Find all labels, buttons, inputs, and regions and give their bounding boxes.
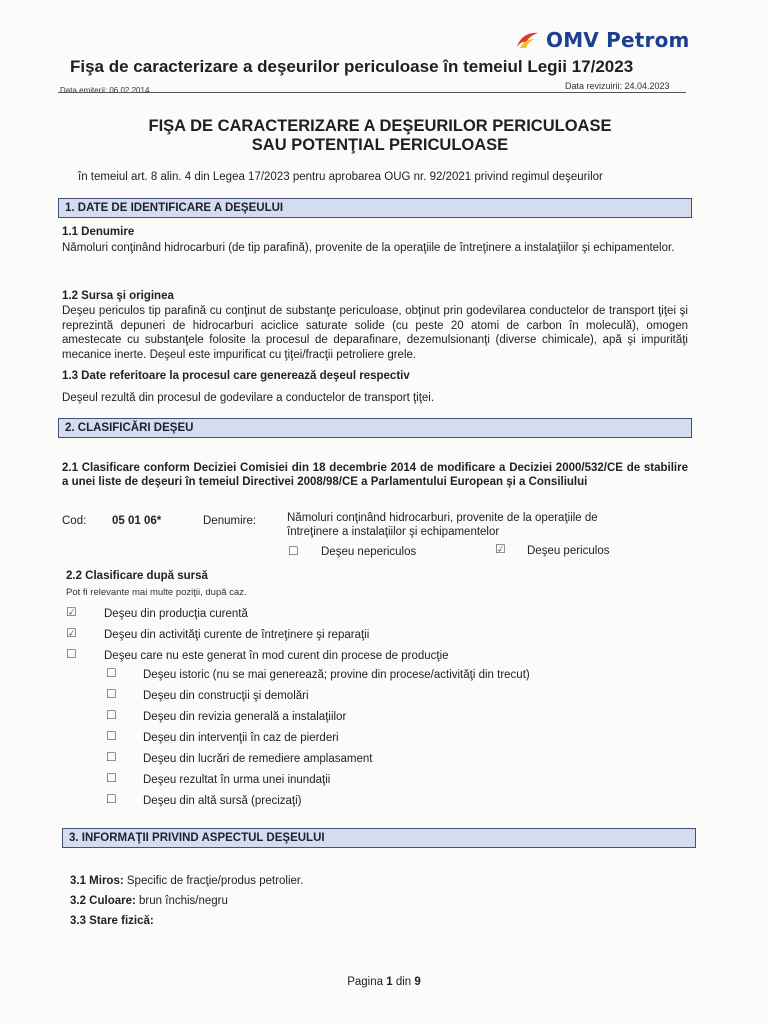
heading-1-2: 1.2 Sursa şi originea: [62, 290, 174, 302]
culoare-value: brun închis/negru: [139, 895, 228, 907]
main-title: [90, 117, 670, 155]
sub-source-label-1: Deşeu istoric (nu se mai generează; provine din procese/activităţi din trecut): [143, 669, 530, 681]
header-divider: [58, 92, 686, 93]
main-title-line2: SAU POTENŢIAL PERICULOASE: [251, 136, 509, 154]
checkbox-sub-6[interactable]: ☐: [106, 771, 117, 785]
checkbox-periculos[interactable]: ☑: [495, 542, 506, 556]
heading-2-2: 2.2 Clasificare după sursă: [66, 570, 208, 582]
code-label: Cod:: [62, 515, 87, 527]
section-1-header: 1. DATE DE IDENTIFICARE A DEŞEULUI: [58, 198, 692, 218]
code-value: 05 01 06*: [112, 515, 162, 527]
page-indicator: [0, 976, 768, 988]
miros-label: 3.1 Miros:: [70, 875, 124, 887]
main-title-line1: FIŞA DE CARACTERIZARE A DEŞEURILOR PERICULOASE: [148, 117, 612, 135]
page-current: 1: [386, 976, 393, 988]
checkbox-sub-7[interactable]: ☐: [106, 792, 117, 806]
checkbox-source-3[interactable]: ☐: [66, 647, 77, 661]
revision-date: Data revizuirii: 24.04.2023: [565, 81, 670, 91]
culoare-row: [70, 894, 228, 909]
page-of: din: [395, 976, 412, 988]
petrom-flame-icon: [514, 29, 540, 51]
denumire-value: Nămoluri conţinând hidrocarburi, provenite de la operaţiile de întreţinere a instalaţiilor şi echipamentelor: [287, 512, 598, 538]
legal-basis-subtitle: în temeiul art. 8 alin. 4 din Legea 17/2023 pentru aprobarea OUG nr. 92/2021 privind regimul deşeurilor: [78, 171, 603, 183]
section-2-header: 2. CLASIFICĂRI DEŞEU: [58, 418, 692, 438]
checkbox-source-2[interactable]: ☑: [66, 626, 77, 640]
sub-source-label-4: Deşeu din intervenţii în caz de pierderi: [143, 732, 339, 744]
source-label-2: Deşeu din activităţi curente de întreţinere şi reparaţii: [104, 629, 370, 641]
miros-value: Specific de fracţie/produs petrolier.: [126, 875, 304, 887]
source-label-3: Deşeu care nu este generat în mod curent din procese de producţie: [104, 650, 449, 662]
sub-source-label-6: Deşeu rezultat în urma unei inundaţii: [143, 774, 331, 786]
logo-text: OMV Petrom: [546, 28, 690, 52]
section-3-header: 3. INFORMAŢII PRIVIND ASPECTUL DEŞEULUI: [62, 828, 696, 848]
heading-2-1: 2.1 Clasificare conform Deciziei Comisiei din 18 decembrie 2014 de modificare a Deciziei 2000/532/CE de stabilire a unei liste de deşeuri în temeiul Directivei 2008/98/CE a Parlamentului European şi a Consiliului: [62, 462, 688, 488]
checkbox-sub-2[interactable]: ☐: [106, 687, 117, 701]
checkbox-source-1[interactable]: ☑: [66, 605, 77, 619]
checkbox-sub-5[interactable]: ☐: [106, 750, 117, 764]
page-prefix: Pagina: [347, 976, 384, 988]
sub-source-label-3: Deşeu din revizia generală a instalaţiilor: [143, 711, 347, 723]
paragraph-1-3: Deşeul rezultă din procesul de godevilare a conductelor de transport ţiţei.: [62, 392, 435, 404]
sub-source-label-2: Deşeu din construcţii şi demolări: [143, 690, 309, 702]
label-periculos: Deşeu periculos: [527, 545, 610, 557]
note-2-2: Pot fi relevante mai multe poziţii, după caz.: [66, 587, 247, 598]
checkbox-sub-1[interactable]: ☐: [106, 666, 117, 680]
paragraph-1-1: Nămoluri conţinând hidrocarburi (de tip parafină), provenite de la operaţiile de întreţinere a instalaţiilor şi echipamentelor.: [62, 242, 675, 254]
culoare-label: 3.2 Culoare:: [70, 895, 136, 907]
source-label-1: Deşeu din producţia curentă: [104, 608, 248, 620]
checkbox-nepericulos[interactable]: ☐: [288, 544, 299, 558]
omv-petrom-logo: [514, 28, 690, 52]
checkbox-sub-3[interactable]: ☐: [106, 708, 117, 722]
heading-1-3: 1.3 Date referitoare la procesul care generează deşeul respectiv: [62, 370, 410, 382]
sub-source-label-5: Deşeu din lucrări de remediere amplasament: [143, 753, 373, 765]
document-title: Fişa de caracterizare a deşeurilor periculoase în temeiul Legii 17/2023: [70, 57, 634, 76]
sub-source-label-7: Deşeu din altă sursă (precizaţi): [143, 795, 302, 807]
checkbox-sub-4[interactable]: ☐: [106, 729, 117, 743]
label-nepericulos: Deşeu nepericulos: [321, 546, 417, 558]
paragraph-1-2: Deşeu periculos tip parafină cu conţinut de substanţe periculoase, obţinut prin godevilarea conductelor de transport ţiţei şi reprezintă depuneri de hidrocarburi aciclice saturate solide (cu peste 20 atomi de carbon în moleculă), omogen amestecate cu substanţele folosite la procesul de deparafinare, dezemulsionanţi (diverse chimicale), apă şi impurităţi mecanice inerte. Deşeul este impurificat cu ţiţei/fracţii petroliere grele.: [62, 305, 688, 361]
miros-row: [70, 874, 303, 889]
heading-1-1: 1.1 Denumire: [62, 226, 135, 238]
stare-fizica-label: 3.3 Stare fizică:: [70, 915, 154, 927]
denumire-label: Denumire:: [203, 515, 257, 527]
page-total: 9: [414, 976, 421, 988]
issue-date: Data emiterii: 06.02.2014: [60, 86, 150, 95]
